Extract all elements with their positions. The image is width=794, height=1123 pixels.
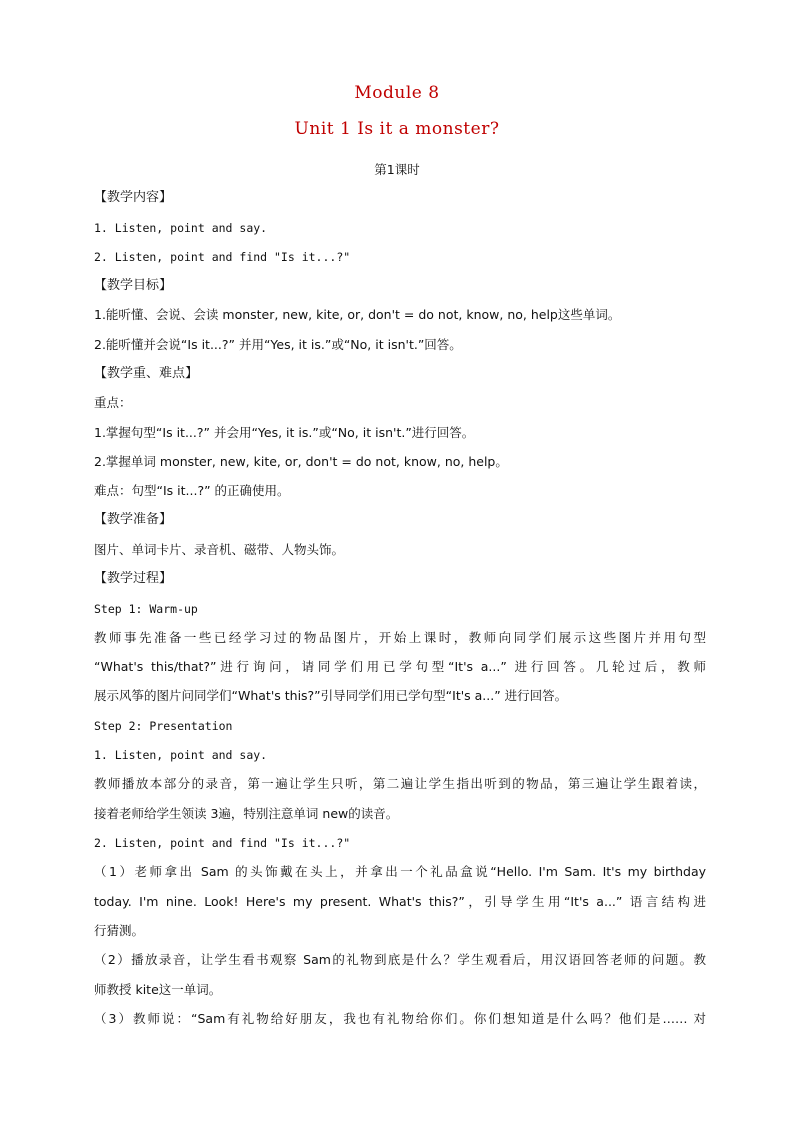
module-title: Module 8 <box>354 83 440 103</box>
paragraph-line: 1. Listen, point and say. <box>94 748 268 762</box>
paragraph-line: 师教授 kite这一单词。 <box>94 982 222 997</box>
paragraph-line: 图片、单词卡片、录音机、磁带、人物头饰。 <box>94 542 345 557</box>
paragraph-line: 1.能听懂、会说、会读 monster, new, kite, or, don't = do not, know, no, help这些单词。 <box>94 307 621 322</box>
paragraph-line: 教师事先准备一些已经学习过的物品图片，开始上课时，教师向同学们展示这些图片并用句型 <box>94 630 706 645</box>
paragraph-line: 难点：句型“Is it...?” 的正确使用。 <box>94 483 290 498</box>
paragraph-line: 2. Listen, point and find "Is it...?" <box>94 836 351 850</box>
paragraph-line: 重点： <box>94 395 132 410</box>
section-heading: 【教学重、难点】 <box>94 366 199 381</box>
paragraph-line: 1. Listen, point and say. <box>94 221 268 235</box>
paragraph-line: 展示风筝的图片问同学们“What's this?”引导同学们用已学句型“It's a...” 进行回答。 <box>94 688 568 703</box>
lesson-label: 第1课时 <box>374 162 420 177</box>
paragraph-line: 1.掌握句型“Is it...?” 并会用“Yes, it is.”或“No, it isn't.”进行回答。 <box>94 425 475 440</box>
paragraph-line: 行猜测。 <box>94 923 145 938</box>
paragraph-line: 2.掌握单词 monster, new, kite, or, don't = do not, know, no, help。 <box>94 454 508 469</box>
section-heading: 【教学准备】 <box>94 512 173 527</box>
section-heading: 【教学过程】 <box>94 571 173 586</box>
section-heading: 【教学目标】 <box>94 278 173 293</box>
paragraph-line: today. I'm nine. Look! Here's my present. What's this?”，引导学生用“It's a...” 语言结构进 <box>94 894 706 909</box>
unit-title: Unit 1 Is it a monster? <box>294 119 500 139</box>
section-heading: 【教学内容】 <box>94 190 173 205</box>
paragraph-line: 接着老师给学生领读 3遍，特别注意单词 new的读音。 <box>94 806 399 821</box>
paragraph-line: Step 1: Warm-up <box>94 602 198 616</box>
paragraph-line: Step 2: Presentation <box>94 719 233 733</box>
paragraph-line: 教师播放本部分的录音，第一遍让学生只听，第二遍让学生指出听到的物品，第三遍让学生跟着读， <box>94 776 706 791</box>
paragraph-line: （2）播放录音，让学生看书观察 Sam的礼物到底是什么？学生观看后，用汉语回答老师的问题。教 <box>94 952 706 967</box>
paragraph-line: （3）教师说：“Sam有礼物给好朋友，我也有礼物给你们。你们想知道是什么吗？他们是…… 对 <box>94 1011 706 1026</box>
paragraph-line: 2.能听懂并会说“Is it...?” 并用“Yes, it is.”或“No, it isn't.”回答。 <box>94 337 462 352</box>
paragraph-line: 2. Listen, point and find "Is it...?" <box>94 250 351 264</box>
paragraph-line: （1）老师拿出 Sam 的头饰戴在头上，并拿出一个礼品盒说“Hello. I'm Sam. It's my birthday <box>94 864 706 879</box>
paragraph-line: “What's this/that?”进行询问，请同学们用已学句型“It's a...” 进行回答。几轮过后，教师 <box>94 659 706 674</box>
